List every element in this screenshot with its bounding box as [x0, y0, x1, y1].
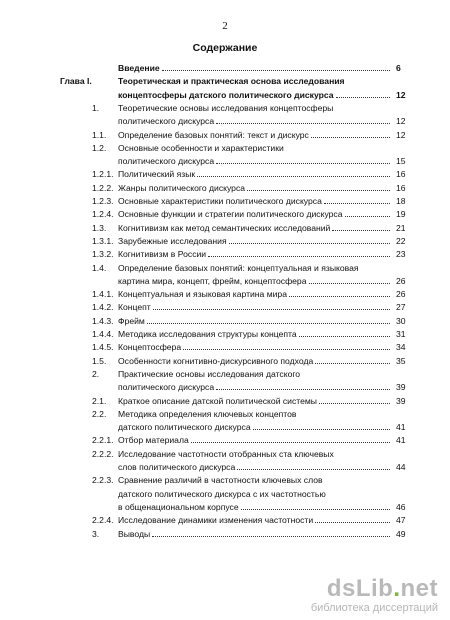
toc-dot-leader — [152, 529, 390, 537]
toc-row-page: 44 — [396, 462, 406, 472]
toc-dot-leader — [208, 249, 390, 257]
toc-row-title-text: картина мира, концепт, фрейм, концептосфера — [118, 275, 307, 286]
toc-row-page: 19 — [396, 209, 406, 220]
toc-row-title — [118, 115, 390, 128]
toc-row-number: 1. — [92, 102, 100, 113]
toc-row-title — [118, 381, 390, 394]
toc-row-page: 34 — [396, 342, 406, 353]
toc-row — [0, 408, 450, 421]
toc-row-title — [118, 301, 390, 314]
toc-row-number: 1.2.4. — [92, 209, 114, 220]
toc-row — [0, 341, 450, 354]
toc-dot-leader — [336, 90, 390, 98]
toc-row-title-text: Выводы — [118, 528, 151, 539]
toc-row-title-text: Политический язык — [118, 169, 196, 180]
toc-row-title — [118, 355, 390, 368]
toc-row-title — [118, 434, 390, 447]
toc-row-page: 23 — [396, 249, 406, 260]
toc-row-number: 1.2.2. — [92, 182, 114, 193]
toc-row-number: 1.2.1. — [92, 169, 114, 180]
toc-dot-leader — [216, 116, 390, 124]
toc-row-number: 1.2. — [92, 142, 107, 153]
watermark-logo-dot: . — [393, 575, 401, 602]
page-number: 2 — [222, 20, 228, 32]
toc-row-title — [118, 328, 390, 341]
toc-dot-leader — [197, 169, 390, 177]
toc-row-page: 49 — [396, 528, 406, 539]
toc-row-page: 41 — [396, 435, 406, 446]
toc-row — [0, 115, 450, 128]
toc-row-title — [118, 102, 333, 115]
toc-dot-leader — [253, 422, 390, 430]
toc-row-title-text: Основные особенности и характеристики — [118, 142, 284, 153]
toc-row-title — [118, 448, 334, 461]
toc-row-title-text: Методика исследования структуры концепта — [118, 329, 297, 339]
toc-row-title — [118, 89, 390, 102]
toc-row-title-text: в общенациональном корпусе — [118, 501, 239, 512]
watermark-logo-main: dsLib — [326, 575, 394, 602]
toc-row-number: 2. — [92, 368, 100, 379]
toc-dot-leader — [311, 130, 390, 138]
toc-row-title-text: Методика определения ключевых концептов — [118, 408, 297, 419]
toc-row-title-text: Отбор материала — [118, 435, 189, 446]
toc-row-number: 2.1. — [92, 395, 107, 406]
toc-row — [0, 514, 450, 527]
toc-row-title-text: концептосферы датского политического дискурса — [118, 89, 334, 100]
watermark — [311, 577, 438, 614]
toc-row — [0, 235, 450, 248]
toc-row-number: 2.2.1. — [92, 435, 114, 446]
toc-row-title — [118, 408, 296, 421]
toc-row-page: 12 — [396, 89, 406, 100]
toc-row-page: 27 — [396, 302, 406, 313]
toc-row — [0, 182, 450, 195]
toc-row — [0, 528, 450, 541]
toc-row-page: 39 — [396, 382, 406, 393]
toc-row-title-text: Введение — [118, 63, 160, 73]
toc-row — [0, 301, 450, 314]
toc-row-page: 30 — [396, 315, 406, 326]
toc-row — [0, 142, 450, 155]
toc-row-number: 1.3.2. — [92, 249, 114, 260]
toc-row-title — [118, 315, 390, 328]
toc-row-number: Глава I. — [60, 76, 92, 87]
toc-row-number: 1.4.3. — [92, 315, 114, 326]
toc-row-page: 12 — [396, 129, 406, 140]
toc-row — [0, 222, 450, 235]
watermark-logo-tld: net — [400, 575, 438, 602]
toc-row — [0, 461, 450, 474]
toc-row-page: 18 — [396, 196, 406, 206]
toc-row-title-text: политического дискурса — [118, 156, 215, 167]
toc-row — [0, 168, 450, 181]
toc-row-title-text: датского политического дискурса — [118, 422, 251, 433]
toc-row-number: 2.2.3. — [92, 475, 114, 486]
toc-row-title-text: Зарубежные исследования — [118, 235, 227, 246]
toc-row-title — [118, 142, 284, 155]
toc-dot-leader — [289, 289, 390, 297]
toc-row-number: 1.5. — [92, 355, 107, 366]
toc-row-title — [118, 155, 390, 168]
toc-dot-leader — [237, 462, 390, 470]
toc-row — [0, 381, 450, 394]
toc-row-title — [118, 182, 390, 195]
toc-row-page: 31 — [396, 329, 406, 339]
toc-row-number: 2.2.2. — [92, 448, 114, 459]
toc-row-page: 16 — [396, 182, 406, 193]
toc-row-number: 1.1. — [92, 129, 107, 140]
toc-row-number: 1.4.1. — [92, 289, 114, 300]
toc-row — [0, 355, 450, 368]
toc-row — [0, 288, 450, 301]
toc-dot-leader — [153, 302, 390, 310]
toc-row — [0, 102, 450, 115]
toc-dot-leader — [216, 156, 390, 164]
toc-row-page: 6 — [396, 63, 401, 73]
toc-row-page: 21 — [396, 222, 406, 233]
toc-row — [0, 129, 450, 142]
toc-row-title — [118, 168, 390, 181]
toc-row-title — [118, 368, 300, 381]
toc-row-title-text: Исследование частотности отобранных ста ключевых — [118, 448, 334, 459]
toc-row-page: 22 — [396, 235, 406, 246]
toc-row-title-text: Практические основы исследования датского — [118, 368, 301, 379]
toc-row-page: 26 — [396, 289, 406, 300]
toc-dot-leader — [299, 329, 390, 337]
watermark-subtitle: библиотека диссертаций — [310, 602, 438, 614]
toc-dot-leader — [191, 435, 390, 443]
toc-row-title — [118, 528, 390, 541]
toc-dot-leader — [162, 63, 390, 71]
toc-row-title — [118, 421, 390, 434]
toc-row — [0, 89, 450, 102]
toc-row-title-text: Основные функции и стратегии политического дискурса — [118, 209, 343, 220]
toc-row — [0, 248, 450, 261]
toc-dot-leader — [332, 223, 390, 231]
toc-row-title — [118, 461, 390, 474]
watermark-logo — [311, 577, 438, 601]
toc-row-page: 41 — [396, 422, 406, 433]
toc-row-title — [118, 208, 390, 221]
toc-dot-leader — [324, 196, 390, 204]
toc-row-title-text: Концептуальная и языковая картина мира — [118, 289, 287, 300]
toc-row — [0, 195, 450, 208]
toc-dot-leader — [241, 502, 390, 510]
toc-row — [0, 434, 450, 447]
toc-dot-leader — [183, 342, 390, 350]
toc-row — [0, 328, 450, 341]
toc-row-page: 47 — [396, 515, 406, 526]
toc-dot-leader — [345, 209, 390, 217]
toc-row-page: 26 — [396, 275, 406, 286]
toc-row-title-text: Концептосфера — [118, 342, 182, 353]
toc-row-number: 2.2. — [92, 408, 107, 419]
toc-row — [0, 421, 450, 434]
toc-row — [0, 62, 450, 75]
toc-row-title — [118, 222, 390, 235]
toc-row — [0, 474, 450, 487]
toc-row-number: 3. — [92, 528, 100, 539]
toc-row-title-text: Теоретические основы исследования концептосферы — [118, 102, 334, 113]
toc-dot-leader — [247, 183, 390, 191]
toc-row — [0, 368, 450, 381]
toc-row-number: 1.3. — [92, 222, 107, 233]
toc-dot-leader — [229, 236, 390, 244]
toc-row-title — [118, 62, 390, 75]
toc-row-title — [118, 488, 326, 501]
toc-row-title — [118, 395, 390, 408]
toc-row-page: 12 — [396, 116, 406, 127]
toc-row-title-text: политического дискурса — [118, 382, 215, 393]
toc-dot-leader — [147, 316, 390, 324]
toc-row-title-text: Жанры политического дискурса — [118, 182, 246, 193]
toc-row-title-text: слов политического дискурса — [118, 462, 236, 472]
toc-row-number: 1.4. — [92, 262, 107, 273]
toc-row-number: 1.4.2. — [92, 302, 114, 313]
toc-dot-leader — [315, 356, 390, 364]
toc-row — [0, 208, 450, 221]
toc-row — [0, 275, 450, 288]
toc-row-title-text: Исследование динамики изменения частотности — [118, 515, 314, 526]
toc-row-title — [118, 288, 390, 301]
toc-row-title-text: Сравнение различий в частотности ключевых слов — [118, 475, 323, 486]
toc-row-title — [118, 341, 390, 354]
toc-row-title-text: политического дискурса — [118, 116, 215, 127]
toc-row-title-text: Когнитивизм как метод семантических исследований — [118, 222, 331, 233]
toc-dot-leader — [319, 396, 390, 404]
toc-row-number: 2.2.4. — [92, 515, 114, 526]
toc-row-title-text: Основные характеристики политического дискурса — [118, 196, 322, 206]
toc-row — [0, 155, 450, 168]
toc-dot-leader — [309, 276, 391, 284]
toc-row-page: 35 — [396, 355, 406, 366]
toc-row-number: 1.4.5. — [92, 342, 114, 353]
toc-row-title-text: Фрейм — [118, 315, 145, 326]
toc-row-title — [118, 75, 345, 88]
toc-row-number: 1.4.4. — [92, 329, 114, 339]
toc-row-page: 15 — [396, 156, 406, 167]
toc-row-title-text: Концепт — [118, 302, 151, 313]
toc-dot-leader — [216, 382, 390, 390]
toc-row-title — [118, 501, 390, 514]
toc-row-page: 16 — [396, 169, 406, 180]
toc-row — [0, 395, 450, 408]
toc-row-title — [118, 235, 390, 248]
toc-row-title — [118, 275, 390, 288]
toc-row-page: 39 — [396, 395, 406, 406]
toc-dot-leader — [315, 515, 390, 523]
toc-row-number: 1.2.3. — [92, 196, 114, 206]
toc-row-title — [118, 129, 390, 142]
toc-row-title-text: Определение базовых понятий: концептуальная и языковая — [118, 262, 359, 273]
toc-row-title-text: Определение базовых понятий: текст и дискурс — [118, 129, 309, 140]
toc-row — [0, 488, 450, 501]
toc-row-page: 46 — [396, 501, 406, 512]
toc-row — [0, 501, 450, 514]
toc-row-title-text: Теоретическая и практическая основа исследования — [118, 76, 345, 87]
page-heading: Содержание — [192, 42, 258, 54]
toc-row-title — [118, 262, 359, 275]
toc-row-title — [118, 195, 390, 208]
toc-row-title-text: Особенности когнитивно-дискурсивного подхода — [118, 355, 314, 366]
toc-row — [0, 448, 450, 461]
toc-row — [0, 75, 450, 88]
toc-row-title — [118, 248, 390, 261]
toc-row-number: 1.3.1. — [92, 235, 114, 246]
toc-row — [0, 262, 450, 275]
toc-row-title — [118, 514, 390, 527]
toc-row — [0, 315, 450, 328]
toc-row-title-text: Краткое описание датской политической системы — [118, 395, 317, 406]
toc-row-title-text: датского политического дискурса с их частотностью — [118, 488, 326, 499]
toc-row-title-text: Когнитивизм в России — [118, 249, 207, 260]
toc-row-title — [118, 474, 323, 487]
